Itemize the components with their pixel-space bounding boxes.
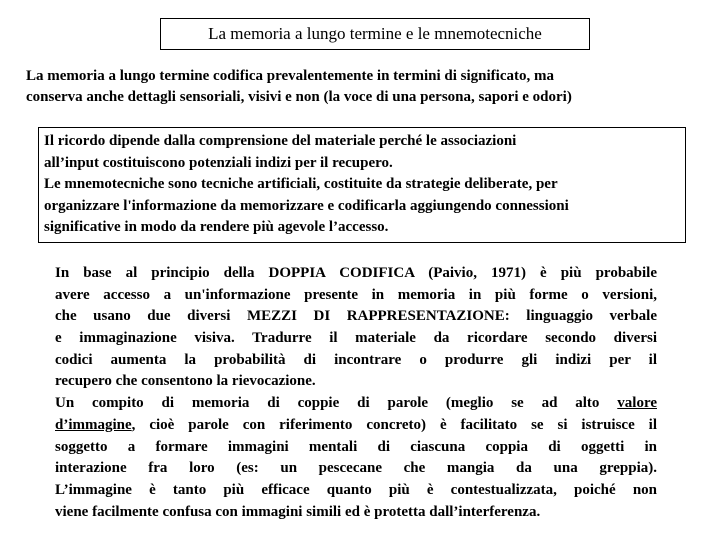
box-line: Le mnemotecniche sono tecniche artificiali, costituite da strategie deliberate, per — [44, 176, 558, 192]
main-line — [55, 415, 657, 437]
mnemonics-box — [38, 127, 686, 243]
main-line: interazione fra loro (es: un pescecane che mangia da una greppia). — [55, 460, 657, 477]
main-line: avere accesso a un'informazione presente in memoria in più forme o versioni, — [55, 286, 657, 303]
underlined-term: d’immagine — [55, 416, 132, 433]
main-line: codici aumenta la probabilità di incontrare o produrre gli indizi per il — [55, 351, 657, 368]
main-line: In base al principio della DOPPIA CODIFICA (Paivio, 1971) è più probabile — [55, 265, 657, 281]
main-line: che usano due diversi MEZZI DI RAPPRESENTAZIONE: linguaggio verbale — [55, 308, 657, 325]
intro-paragraph — [26, 66, 696, 108]
main-line: soggetto a formare immagini mentali di ciascuna coppia di oggetti in — [55, 438, 657, 455]
main-line: recupero che consentono la rievocazione. — [55, 373, 316, 390]
main-line: e immaginazione visiva. Tradurre il materiale da ricordare secondo diversi — [55, 330, 657, 347]
box-line: all’input costituiscono potenziali indizi per il recupero. — [44, 154, 393, 171]
main-line — [55, 393, 657, 415]
box-line: Il ricordo dipende dalla comprensione del materiale perché le associazioni — [44, 133, 517, 149]
text-segment: , cioè parole con riferimento concreto) è facilitato se si istruisce il — [131, 416, 657, 433]
main-line: L’immagine è tanto più efficace quanto più è contestualizzata, poiché non — [55, 481, 657, 498]
box-line: organizzare l'informazione da memorizzare e codificarla aggiungendo connessioni — [44, 197, 569, 214]
intro-line: La memoria a lungo termine codifica prevalentemente in termini di significato, ma — [26, 68, 554, 84]
main-line: viene facilmente confusa con immagini simili ed è protetta dall’interferenza. — [55, 503, 541, 520]
box-line: significative in modo da rendere più agevole l’accesso. — [44, 219, 389, 235]
dual-coding-paragraph — [55, 263, 657, 523]
intro-line: conserva anche dettagli sensoriali, visivi e non (la voce di una persona, sapori e odori) — [26, 89, 572, 105]
underlined-term: valore — [617, 395, 657, 412]
page-title: La memoria a lungo termine e le mnemotecniche — [160, 18, 590, 50]
text-segment: Un compito di memoria di coppie di parole (meglio se ad alto — [55, 395, 600, 412]
